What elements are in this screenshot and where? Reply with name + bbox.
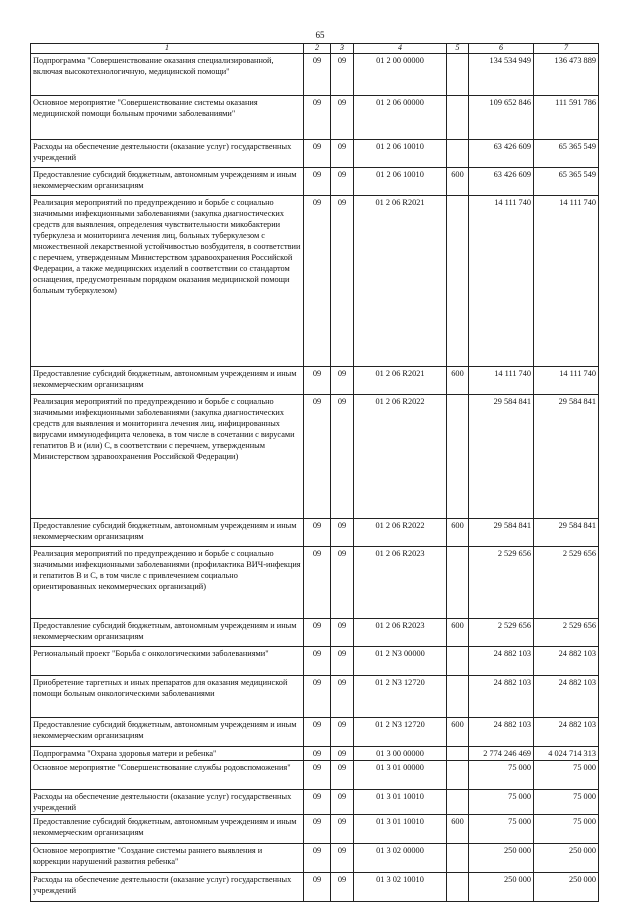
- amount-year-2: 2 529 656: [534, 619, 599, 647]
- page-number: 65: [315, 30, 325, 40]
- section-code: 09: [304, 873, 331, 902]
- column-number: 1: [31, 44, 304, 54]
- amount-year-2: 250 000: [534, 844, 599, 873]
- section-code: 09: [304, 196, 331, 367]
- column-number: 4: [354, 44, 447, 54]
- section-code: 09: [304, 844, 331, 873]
- amount-year-2: 136 473 889: [534, 54, 599, 96]
- expense-type-code: 600: [447, 519, 469, 547]
- target-item-code: 01 2 N3 12720: [354, 676, 447, 718]
- amount-year-1: 24 882 103: [469, 676, 534, 718]
- subsection-code: 09: [331, 790, 354, 815]
- amount-year-2: 24 882 103: [534, 676, 599, 718]
- section-code: 09: [304, 54, 331, 96]
- expense-type-code: 600: [447, 367, 469, 395]
- section-code: 09: [304, 718, 331, 747]
- subsection-code: 09: [331, 873, 354, 902]
- expense-type-code: [447, 790, 469, 815]
- subsection-code: 09: [331, 676, 354, 718]
- expense-type-code: [447, 196, 469, 367]
- budget-table-body: [31, 44, 599, 902]
- column-number: 2: [304, 44, 331, 54]
- section-code: 09: [304, 815, 331, 844]
- target-item-code: 01 2 06 R2023: [354, 619, 447, 647]
- expense-type-code: [447, 395, 469, 519]
- table-row: [31, 547, 599, 619]
- table-row: [31, 168, 599, 196]
- amount-year-2: 4 024 714 313: [534, 747, 599, 761]
- amount-year-2: 2 529 656: [534, 547, 599, 619]
- row-name: Предоставление субсидий бюджетным, автономным учреждениям и иным некоммерческим организациям: [31, 619, 304, 647]
- expense-type-code: [447, 140, 469, 168]
- section-code: 09: [304, 140, 331, 168]
- row-name: Расходы на обеспечение деятельности (оказание услуг) государственных учреждений: [31, 873, 304, 902]
- amount-year-1: 134 534 949: [469, 54, 534, 96]
- amount-year-1: 75 000: [469, 790, 534, 815]
- row-name: Предоставление субсидий бюджетным, автономным учреждениям и иным некоммерческим организациям: [31, 168, 304, 196]
- amount-year-1: 250 000: [469, 844, 534, 873]
- subsection-code: 09: [331, 395, 354, 519]
- amount-year-2: 29 584 841: [534, 395, 599, 519]
- expense-type-code: [447, 647, 469, 676]
- column-number: 7: [534, 44, 599, 54]
- target-item-code: 01 3 01 10010: [354, 790, 447, 815]
- column-number-row: [31, 44, 599, 54]
- column-number: 3: [331, 44, 354, 54]
- table-row: [31, 367, 599, 395]
- amount-year-2: 111 591 786: [534, 96, 599, 140]
- row-name: Подпрограмма "Совершенствование оказания специализированной, включая высокотехнологичную, медицинской помощи": [31, 54, 304, 96]
- column-number: 6: [469, 44, 534, 54]
- table-row: [31, 747, 599, 761]
- expense-type-code: [447, 747, 469, 761]
- section-code: 09: [304, 367, 331, 395]
- amount-year-2: 75 000: [534, 761, 599, 790]
- target-item-code: 01 3 01 10010: [354, 815, 447, 844]
- subsection-code: 09: [331, 619, 354, 647]
- target-item-code: 01 3 02 00000: [354, 844, 447, 873]
- table-row: [31, 619, 599, 647]
- section-code: 09: [304, 761, 331, 790]
- subsection-code: 09: [331, 761, 354, 790]
- amount-year-1: 14 111 740: [469, 367, 534, 395]
- subsection-code: 09: [331, 718, 354, 747]
- expense-type-code: 600: [447, 815, 469, 844]
- table-row: [31, 395, 599, 519]
- target-item-code: 01 2 06 00000: [354, 96, 447, 140]
- table-row: [31, 96, 599, 140]
- target-item-code: 01 2 N3 00000: [354, 647, 447, 676]
- subsection-code: 09: [331, 196, 354, 367]
- row-name: Основное мероприятие "Совершенствование системы оказания медицинской помощи больным прочими заболеваниями": [31, 96, 304, 140]
- row-name: Подпрограмма "Охрана здоровья матери и ребенка": [31, 747, 304, 761]
- subsection-code: 09: [331, 367, 354, 395]
- section-code: 09: [304, 395, 331, 519]
- target-item-code: 01 2 06 R2022: [354, 395, 447, 519]
- subsection-code: 09: [331, 519, 354, 547]
- section-code: 09: [304, 676, 331, 718]
- subsection-code: 09: [331, 647, 354, 676]
- expense-type-code: [447, 844, 469, 873]
- amount-year-1: 2 774 246 469: [469, 747, 534, 761]
- amount-year-2: 75 000: [534, 815, 599, 844]
- amount-year-1: 24 882 103: [469, 718, 534, 747]
- amount-year-1: 2 529 656: [469, 619, 534, 647]
- section-code: 09: [304, 547, 331, 619]
- amount-year-2: 250 000: [534, 873, 599, 902]
- amount-year-1: 24 882 103: [469, 647, 534, 676]
- row-name: Реализация мероприятий по предупреждению и борьбе с социально значимыми инфекционными заболеваниями (закупка диагностических средств для выявления, определения чувствительности микобактерии туберкулеза и мониторинга лечения лиц, больных туберкулезом с множественной лекарственной устойчивостью возбудителя, в соответствии с перечнем, утвержденным Министерством здравоохранения Российской Федерации, а также медицинских изделий в соответствии со стандартом оснащения, предусмотренным порядком оказания медицинской помощи больным туберкулезом): [31, 196, 304, 367]
- row-name: Предоставление субсидий бюджетным, автономным учреждениям и иным некоммерческим организациям: [31, 519, 304, 547]
- target-item-code: 01 2 06 R2023: [354, 547, 447, 619]
- subsection-code: 09: [331, 747, 354, 761]
- table-row: [31, 761, 599, 790]
- amount-year-1: 2 529 656: [469, 547, 534, 619]
- table-row: [31, 873, 599, 902]
- target-item-code: 01 3 00 00000: [354, 747, 447, 761]
- table-row: [31, 519, 599, 547]
- expense-type-code: 600: [447, 168, 469, 196]
- table-row: [31, 196, 599, 367]
- target-item-code: 01 2 06 10010: [354, 140, 447, 168]
- amount-year-1: 109 652 846: [469, 96, 534, 140]
- section-code: 09: [304, 647, 331, 676]
- row-name: Расходы на обеспечение деятельности (оказание услуг) государственных учреждений: [31, 790, 304, 815]
- amount-year-2: 65 365 549: [534, 140, 599, 168]
- row-name: Основное мероприятие "Создание системы раннего выявления и коррекции нарушений развития ребенка": [31, 844, 304, 873]
- amount-year-1: 250 000: [469, 873, 534, 902]
- table-row: [31, 140, 599, 168]
- amount-year-1: 63 426 609: [469, 140, 534, 168]
- target-item-code: 01 2 06 10010: [354, 168, 447, 196]
- row-name: Предоставление субсидий бюджетным, автономным учреждениям и иным некоммерческим организациям: [31, 815, 304, 844]
- target-item-code: 01 3 01 00000: [354, 761, 447, 790]
- row-name: Реализация мероприятий по предупреждению и борьбе с социально значимыми инфекционными заболеваниями (закупка диагностических средств для выявления и мониторинга лечения лиц, инфицированных вирусами иммунодефицита человека, в том числе в сочетании с вирусами гепатитов В и (или) С, в соответствии с перечнем, утвержденным Министерством здравоохранения Российской Федерации): [31, 395, 304, 519]
- row-name: Реализация мероприятий по предупреждению и борьбе с социально значимыми инфекционными заболеваниями (профилактика ВИЧ-инфекция и гепатитов В и С, в том числе с привлечением социально ориентированных некоммерческих организаций): [31, 547, 304, 619]
- table-row: [31, 844, 599, 873]
- table-row: [31, 676, 599, 718]
- expense-type-code: [447, 873, 469, 902]
- table-row: [31, 815, 599, 844]
- expense-type-code: [447, 54, 469, 96]
- expense-type-code: [447, 761, 469, 790]
- amount-year-1: 75 000: [469, 761, 534, 790]
- target-item-code: 01 2 06 R2022: [354, 519, 447, 547]
- section-code: 09: [304, 747, 331, 761]
- row-name: Расходы на обеспечение деятельности (оказание услуг) государственных учреждений: [31, 140, 304, 168]
- section-code: 09: [304, 790, 331, 815]
- subsection-code: 09: [331, 96, 354, 140]
- subsection-code: 09: [331, 844, 354, 873]
- target-item-code: 01 2 06 R2021: [354, 196, 447, 367]
- amount-year-2: 14 111 740: [534, 196, 599, 367]
- amount-year-2: 24 882 103: [534, 718, 599, 747]
- amount-year-1: 75 000: [469, 815, 534, 844]
- subsection-code: 09: [331, 815, 354, 844]
- row-name: Региональный проект "Борьба с онкологическими заболеваниями": [31, 647, 304, 676]
- amount-year-1: 29 584 841: [469, 519, 534, 547]
- section-code: 09: [304, 168, 331, 196]
- table-row: [31, 54, 599, 96]
- column-number: 5: [447, 44, 469, 54]
- amount-year-1: 29 584 841: [469, 395, 534, 519]
- target-item-code: 01 2 06 R2021: [354, 367, 447, 395]
- amount-year-2: 24 882 103: [534, 647, 599, 676]
- subsection-code: 09: [331, 168, 354, 196]
- subsection-code: 09: [331, 54, 354, 96]
- row-name: Предоставление субсидий бюджетным, автономным учреждениям и иным некоммерческим организациям: [31, 718, 304, 747]
- budget-table: [30, 43, 599, 902]
- expense-type-code: [447, 96, 469, 140]
- section-code: 09: [304, 519, 331, 547]
- row-name: Приобретение таргетных и иных препаратов для оказания медицинской помощи больным онкологическими заболеваниями: [31, 676, 304, 718]
- table-row: [31, 647, 599, 676]
- amount-year-2: 75 000: [534, 790, 599, 815]
- target-item-code: 01 2 00 00000: [354, 54, 447, 96]
- target-item-code: 01 2 N3 12720: [354, 718, 447, 747]
- row-name: Предоставление субсидий бюджетным, автономным учреждениям и иным некоммерческим организациям: [31, 367, 304, 395]
- target-item-code: 01 3 02 10010: [354, 873, 447, 902]
- expense-type-code: [447, 676, 469, 718]
- table-row: [31, 790, 599, 815]
- amount-year-1: 14 111 740: [469, 196, 534, 367]
- row-name: Основное мероприятие "Совершенствование службы родовспоможения": [31, 761, 304, 790]
- amount-year-2: 65 365 549: [534, 168, 599, 196]
- subsection-code: 09: [331, 140, 354, 168]
- expense-type-code: 600: [447, 619, 469, 647]
- amount-year-1: 63 426 609: [469, 168, 534, 196]
- section-code: 09: [304, 96, 331, 140]
- expense-type-code: 600: [447, 718, 469, 747]
- section-code: 09: [304, 619, 331, 647]
- amount-year-2: 29 584 841: [534, 519, 599, 547]
- subsection-code: 09: [331, 547, 354, 619]
- expense-type-code: [447, 547, 469, 619]
- table-row: [31, 718, 599, 747]
- amount-year-2: 14 111 740: [534, 367, 599, 395]
